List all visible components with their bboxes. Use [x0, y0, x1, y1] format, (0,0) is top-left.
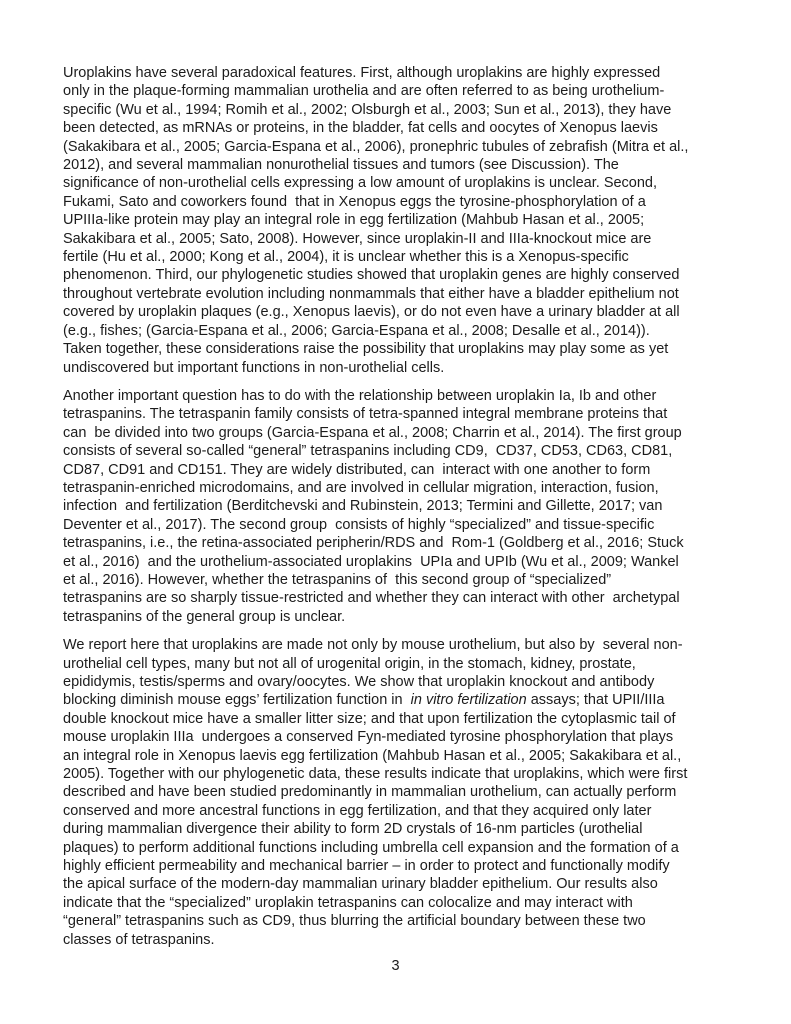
text-line: consists of several so-called “general” tetraspanins including CD9, CD37, CD53, CD63, CD81,: [63, 443, 673, 460]
text-line: undiscovered but important functions in non-urothelial cells.: [63, 359, 445, 376]
paragraph-2: [63, 387, 763, 626]
paragraph-1: [63, 64, 763, 377]
text-line: Fukami, Sato and coworkers found that in Xenopus eggs the tyrosine-phosphorylation of a: [63, 193, 646, 210]
text-line: double knockout mice have a smaller litter size; and that upon fertilization the cytoplasmic tail of: [63, 710, 676, 727]
text-line: tetraspanins of the general group is unclear.: [63, 608, 346, 625]
text-line: conserved and more ancestral functions in egg fertilization, and that they acquired only later: [63, 802, 652, 819]
text-line: specific (Wu et al., 1994; Romih et al., 2002; Olsburgh et al., 2003; Sun et al., 2013), they have: [63, 101, 672, 118]
text-line: plaques) to perform additional functions including umbrella cell expansion and the formation of a: [63, 839, 679, 856]
text-line: (e.g., fishes; (Garcia-Espana et al., 2006; Garcia-Espana et al., 2008; Desalle et al., 2014)).: [63, 322, 650, 339]
text-line: et al., 2016). However, whether the tetraspanins of this second group of “specialized”: [63, 571, 612, 588]
text-line: tetraspanins are so sharply tissue-restricted and whether they can interact with other archetypal: [63, 590, 680, 607]
text-line: UPIIIa-like protein may play an integral role in egg fertilization (Mahbub Hasan et al., 2005;: [63, 212, 645, 229]
page-number: 3: [391, 958, 400, 974]
text-line: can be divided into two groups (Garcia-Espana et al., 2008; Charrin et al., 2014). The first group: [63, 424, 682, 441]
text-line: et al., 2016) and the urothelium-associated uroplakins UPIa and UPIb (Wu et al., 2009; Wankel: [63, 553, 679, 570]
text-line: Deventer et al., 2017). The second group consists of highly “specialized” and tissue-specific: [63, 516, 655, 533]
text-line: phenomenon. Third, our phylogenetic studies showed that uroplakin genes are highly conserved: [63, 267, 680, 284]
text-line: during mammalian divergence their ability to form 2D crystals of 16-nm particles (urothelial: [63, 821, 643, 838]
text-line: CD87, CD91 and CD151. They are widely distributed, can interact with one another to form: [63, 461, 651, 478]
text-segment: blocking diminish mouse eggs’ fertilization function in: [63, 692, 411, 709]
text-line: significance of non-urothelial cells expressing a low amount of uroplakins is unclear. Second,: [63, 175, 658, 192]
text-line: tetraspanin-enriched microdomains, and are involved in cellular migration, interaction, fusion,: [63, 479, 659, 496]
text-line: throughout vertebrate evolution including nonmammals that either have a bladder epithelium not: [63, 285, 679, 302]
text-line: 2012), and several mammalian nonurothelial tissues and tumors (see Discussion). The: [63, 157, 619, 174]
text-line: an integral role in Xenopus laevis egg fertilization (Mahbub Hasan et al., 2005; Sakakibara et al.,: [63, 747, 682, 764]
text-line: tetraspanins, i.e., the retina-associated peripherin/RDS and Rom-1 (Goldberg et al., 2016; Stuck: [63, 535, 684, 552]
text-line: epididymis, testis/sperms and ovary/oocytes. We show that uroplakin knockout and antibody: [63, 674, 655, 690]
text-line: Uroplakins have several paradoxical features. First, although uroplakins are highly expressed: [63, 65, 661, 81]
text-line: [63, 691, 763, 709]
text-line: (Sakakibara et al., 2005; Garcia-Espana et al., 2006), pronephric tubules of zebrafish (Mitra et al.,: [63, 138, 689, 155]
text-line: tetraspanins. The tetraspanin family consists of tetra-spanned integral membrane proteins that: [63, 406, 668, 423]
text-segment: assays; that UPII/IIIa: [526, 692, 665, 709]
text-line: only in the plaque-forming mammalian urothelia and are often referred to as being urothelium-: [63, 83, 665, 100]
text-line: “general” tetraspanins such as CD9, thus blurring the artificial boundary between these two: [63, 913, 646, 930]
text-line: mouse uroplakin IIIa undergoes a conserved Fyn-mediated tyrosine phosphorylation that plays: [63, 729, 674, 746]
text-line: described and have been studied predominantly in mammalian urothelium, can actually perform: [63, 784, 677, 801]
text-line: infection and fertilization (Berditchevski and Rubinstein, 2013; Termini and Gillette, 2017; van: [63, 498, 663, 515]
text-line: urothelial cell types, many but not all of urogenital origin, in the stomach, kidney, prostate,: [63, 655, 636, 672]
text-line: 2005). Together with our phylogenetic data, these results indicate that uroplakins, which were first: [63, 766, 688, 783]
italic-text-segment: in vitro fertilization: [410, 692, 527, 709]
text-line: Sakakibara et al., 2005; Sato, 2008). However, since uroplakin-II and IIIa-knockout mice are: [63, 230, 652, 247]
text-line: fertile (Hu et al., 2000; Kong et al., 2004), it is unclear whether this is a Xenopus-specific: [63, 249, 629, 266]
text-line: indicate that the “specialized” uroplakin tetraspanins can colocalize and may interact with: [63, 894, 633, 911]
body-text: [63, 64, 763, 959]
text-line: covered by uroplakin plaques (e.g., Xenopus laevis), or do not even have a urinary bladder at all: [63, 304, 680, 321]
paragraph-3: [63, 636, 763, 949]
text-line: been detected, as mRNAs or proteins, in the bladder, fat cells and oocytes of Xenopus laevis: [63, 120, 658, 137]
text-line: Another important question has to do with the relationship between uroplakin Ia, Ib and other: [63, 387, 657, 404]
text-line: Taken together, these considerations raise the possibility that uroplakins may play some as yet: [63, 341, 669, 358]
text-line: We report here that uroplakins are made not only by mouse urothelium, but also by several non-: [63, 637, 683, 654]
text-line: highly efficient permeability and mechanical barrier – in order to protect and functionally modify: [63, 858, 670, 875]
text-line: the apical surface of the modern-day mammalian urinary bladder epithelium. Our results also: [63, 876, 658, 893]
text-line: classes of tetraspanins.: [63, 931, 215, 948]
